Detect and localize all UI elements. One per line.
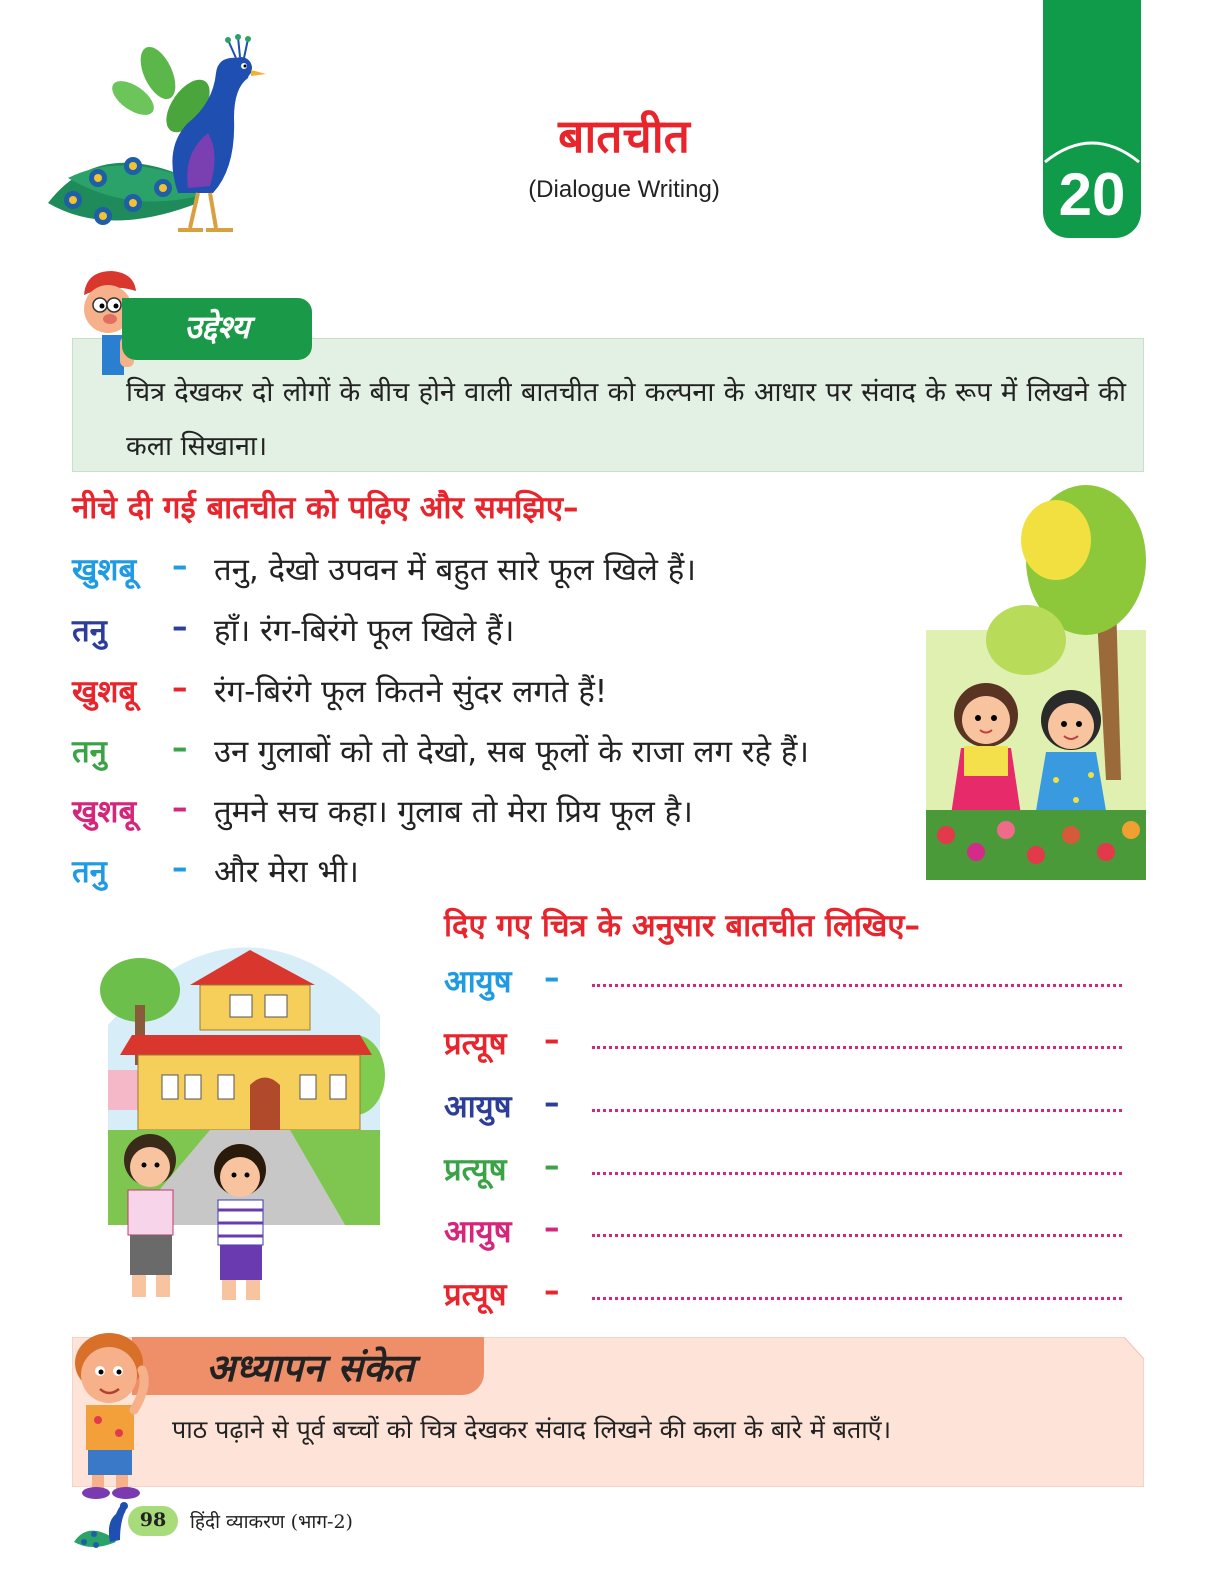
write-speaker: प्रत्यूष [444,1152,507,1188]
write-dash: – [544,1022,560,1058]
dotted-answer-line[interactable] [592,1234,1122,1237]
write-dash: – [544,960,560,996]
cartoon-boy-icon [64,1325,164,1500]
write-speaker: आयुष [444,964,512,1000]
dialogue-dash: – [172,609,188,645]
book-title: हिंदी व्याकरण (भाग-2) [190,1511,353,1533]
dotted-answer-line[interactable] [592,1109,1122,1112]
teaching-hint-text: पाठ पढ़ाने से पूर्व बच्चों को चित्र देखकर संवाद लिखने की कला के बारे में बताएँ। [172,1415,892,1444]
boys-house-illustration [90,905,390,1305]
dialogue-speaker: तनु [72,613,107,649]
write-dash: – [544,1273,560,1309]
dotted-answer-line[interactable] [592,1046,1122,1049]
dialogue-dash: – [172,730,188,766]
write-instruction: दिए गए चित्र के अनुसार बातचीत लिखिए– [444,908,921,944]
page-number: 98 [139,1509,167,1531]
objective-label: उद्देश्य [184,308,250,346]
write-speaker: आयुष [444,1214,512,1250]
dialogue-dash: – [172,548,188,584]
dialogue-dash: – [172,850,188,886]
dotted-answer-line[interactable] [592,984,1122,987]
dialogue-text: रंग-बिरंगे फूल कितने सुंदर लगते हैं! [214,674,608,710]
dotted-answer-line[interactable] [592,1297,1122,1300]
objective-text: चित्र देखकर दो लोगों के बीच होने वाली बातचीत को कल्पना के आधार पर संवाद के रूप में लिखने की कला सिखाना। [126,377,1126,462]
dialogue-text: उन गुलाबों को तो देखो, सब फूलों के राजा लग रहे हैं। [214,734,810,770]
write-dash: – [544,1148,560,1184]
teaching-hint-label: अध्यापन संकेत [206,1346,414,1390]
girls-garden-illustration [906,480,1146,880]
page-subtitle: (Dialogue Writing) [528,176,720,203]
write-dash: – [544,1085,560,1121]
dotted-answer-line[interactable] [592,1172,1122,1175]
dialogue-speaker: खुशबू [72,552,137,588]
dialogue-text: तनु, देखो उपवन में बहुत सारे फूल खिले हैं। [214,552,697,588]
write-speaker: प्रत्यूष [444,1026,507,1062]
dialogue-text: और मेरा भी। [214,854,359,890]
read-instruction: नीचे दी गई बातचीत को पढ़िए और समझिए– [72,490,579,526]
write-speaker: आयुष [444,1089,512,1125]
dialogue-speaker: खुशबू [72,674,137,710]
dialogue-dash: – [172,790,188,826]
write-dash: – [544,1210,560,1246]
chapter-number: 20 [1058,161,1126,228]
dialogue-text: हाँ। रंग-बिरंगे फूल खिले हैं। [214,613,515,649]
dialogue-text: तुमने सच कहा। गुलाब तो मेरा प्रिय फूल है। [214,794,693,830]
dialogue-speaker: खुशबू [72,794,137,830]
dialogue-speaker: तनु [72,854,107,890]
dialogue-dash: – [172,670,188,706]
dialogue-speaker: तनु [72,734,107,770]
page-title: बातचीत [558,109,690,163]
write-speaker: प्रत्यूष [444,1277,507,1313]
peacock-icon [72,1492,132,1552]
